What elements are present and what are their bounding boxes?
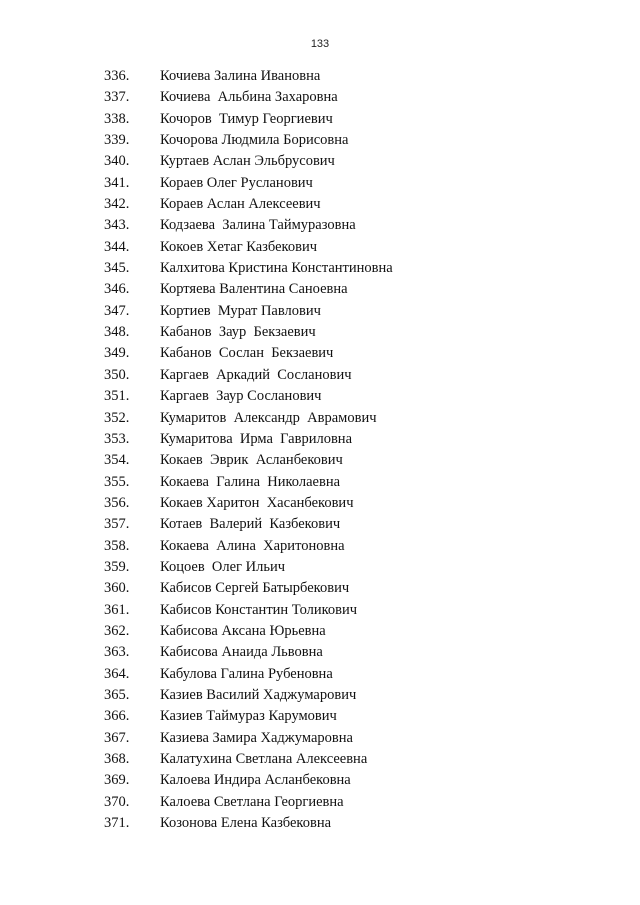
entry-full-name: Калоева Индира Асланбековна	[160, 772, 351, 789]
entry-full-name: Кумаритова Ирма Гавриловна	[160, 430, 353, 447]
entry-number: 340.	[104, 153, 130, 170]
list-item	[0, 215, 640, 236]
entry-number: 357.	[104, 516, 130, 533]
entry-number: 345.	[104, 260, 130, 277]
entry-number: 369.	[104, 772, 130, 789]
entry-number: 337.	[104, 89, 130, 106]
entry-number: 347.	[104, 302, 130, 319]
entry-number: 342.	[104, 196, 130, 213]
entry-full-name: Кортиев Мурат Павлович	[160, 302, 321, 319]
list-item	[0, 792, 640, 813]
entry-number: 371.	[104, 815, 130, 832]
entry-number: 354.	[104, 452, 130, 469]
entry-number: 368.	[104, 751, 130, 767]
entry-full-name: Кокаева Алина Харитоновна	[160, 537, 345, 554]
entry-list	[0, 66, 640, 834]
entry-full-name: Кочорова Людмила Борисовна	[160, 132, 349, 149]
list-item	[0, 301, 640, 322]
entry-number: 355.	[104, 473, 130, 490]
entry-full-name: Кабанов Сослан Бекзаевич	[160, 345, 334, 362]
entry-number: 361.	[104, 601, 130, 618]
entry-full-name: Кочоров Тимур Георгиевич	[160, 110, 333, 127]
entry-full-name: Каргаев Заур Сосланович	[160, 388, 322, 405]
list-item	[0, 322, 640, 343]
entry-number: 370.	[104, 793, 130, 810]
list-item	[0, 66, 640, 87]
entry-full-name: Кокаева Галина Николаевна	[160, 473, 341, 490]
entry-number: 349.	[104, 345, 130, 362]
list-item	[0, 408, 640, 429]
list-item	[0, 237, 640, 258]
entry-full-name: Калоева Светлана Георгиевна	[160, 793, 344, 810]
list-item	[0, 493, 640, 514]
list-item	[0, 557, 640, 578]
list-item	[0, 813, 640, 834]
entry-number: 346.	[104, 281, 130, 298]
entry-full-name: Калхитова Кристина Константиновна	[160, 260, 393, 277]
list-item	[0, 258, 640, 279]
entry-number: 344.	[104, 238, 130, 255]
entry-number: 348.	[104, 324, 130, 341]
entry-full-name: Кабанов Заур Бекзаевич	[160, 324, 316, 341]
entry-number: 356.	[104, 494, 130, 511]
entry-number: 339.	[104, 132, 130, 149]
entry-number: 341.	[104, 174, 130, 191]
entry-full-name: Кабисова Анаида Львовна	[160, 644, 323, 661]
entry-full-name: Кокоев Хетаг Казбекович	[160, 238, 317, 255]
list-item	[0, 279, 640, 300]
list-item	[0, 578, 640, 599]
list-item	[0, 365, 640, 386]
entry-full-name: Кокаев Харитон Хасанбекович	[160, 494, 354, 511]
entry-full-name: Кочиева Залина Ивановна	[160, 68, 321, 84]
entry-full-name: Казиев Таймураз Карумович	[160, 708, 337, 725]
entry-number: 365.	[104, 686, 130, 703]
list-item	[0, 194, 640, 215]
list-item	[0, 664, 640, 685]
entry-number: 362.	[104, 622, 130, 639]
list-item	[0, 109, 640, 130]
entry-full-name: Кабисов Константин Толикович	[160, 601, 358, 618]
entry-number: 338.	[104, 110, 130, 127]
entry-number: 336.	[104, 68, 130, 84]
page-number: 133	[310, 38, 330, 50]
list-item	[0, 685, 640, 706]
entry-number: 351.	[104, 388, 130, 405]
entry-number: 366.	[104, 708, 130, 725]
entry-full-name: Кораев Аслан Алексеевич	[160, 196, 321, 213]
list-item	[0, 600, 640, 621]
entry-number: 360.	[104, 580, 130, 597]
entry-number: 350.	[104, 366, 130, 383]
list-item	[0, 87, 640, 108]
list-item	[0, 706, 640, 727]
entry-full-name: Кортяева Валентина Саноевна	[160, 281, 348, 298]
entry-full-name: Кокаев Эврик Асланбекович	[160, 452, 343, 469]
entry-number: 364.	[104, 665, 130, 682]
entry-full-name: Кумаритов Александр Аврамович	[160, 409, 377, 426]
list-item	[0, 343, 640, 364]
list-item	[0, 770, 640, 791]
list-item	[0, 450, 640, 471]
list-item	[0, 151, 640, 172]
list-item	[0, 621, 640, 642]
entry-full-name: Кабисова Аксана Юрьевна	[160, 622, 326, 639]
entry-full-name: Куртаев Аслан Эльбрусович	[160, 153, 335, 170]
entry-full-name: Котаев Валерий Казбекович	[160, 516, 341, 533]
entry-full-name: Козонова Елена Казбековна	[160, 815, 332, 832]
list-item	[0, 386, 640, 407]
list-item	[0, 642, 640, 663]
entry-number: 353.	[104, 430, 130, 447]
list-item	[0, 130, 640, 151]
entry-number: 359.	[104, 558, 130, 575]
entry-full-name: Казиев Василий Хаджумарович	[160, 686, 357, 703]
entry-full-name: Казиева Замира Хаджумаровна	[160, 729, 353, 746]
list-item	[0, 514, 640, 535]
list-item	[0, 173, 640, 194]
entry-full-name: Калатухина Светлана Алексеевна	[160, 751, 368, 767]
entry-full-name: Кораев Олег Русланович	[160, 174, 313, 191]
entry-full-name: Кодзаева Залина Таймуразовна	[160, 217, 356, 234]
list-item	[0, 536, 640, 557]
list-item	[0, 472, 640, 493]
entry-full-name: Каргаев Аркадий Сосланович	[160, 366, 352, 383]
entry-full-name: Кочиева Альбина Захаровна	[160, 89, 338, 106]
entry-number: 343.	[104, 217, 130, 234]
list-item	[0, 749, 640, 770]
list-item	[0, 429, 640, 450]
entry-number: 352.	[104, 409, 130, 426]
entry-number: 367.	[104, 729, 130, 746]
entry-full-name: Кабулова Галина Рубеновна	[160, 665, 333, 682]
entry-number: 358.	[104, 537, 130, 554]
list-item	[0, 728, 640, 749]
entry-number: 363.	[104, 644, 130, 661]
entry-full-name: Кабисов Сергей Батырбекович	[160, 580, 350, 597]
entry-full-name: Коцоев Олег Ильич	[160, 558, 286, 575]
